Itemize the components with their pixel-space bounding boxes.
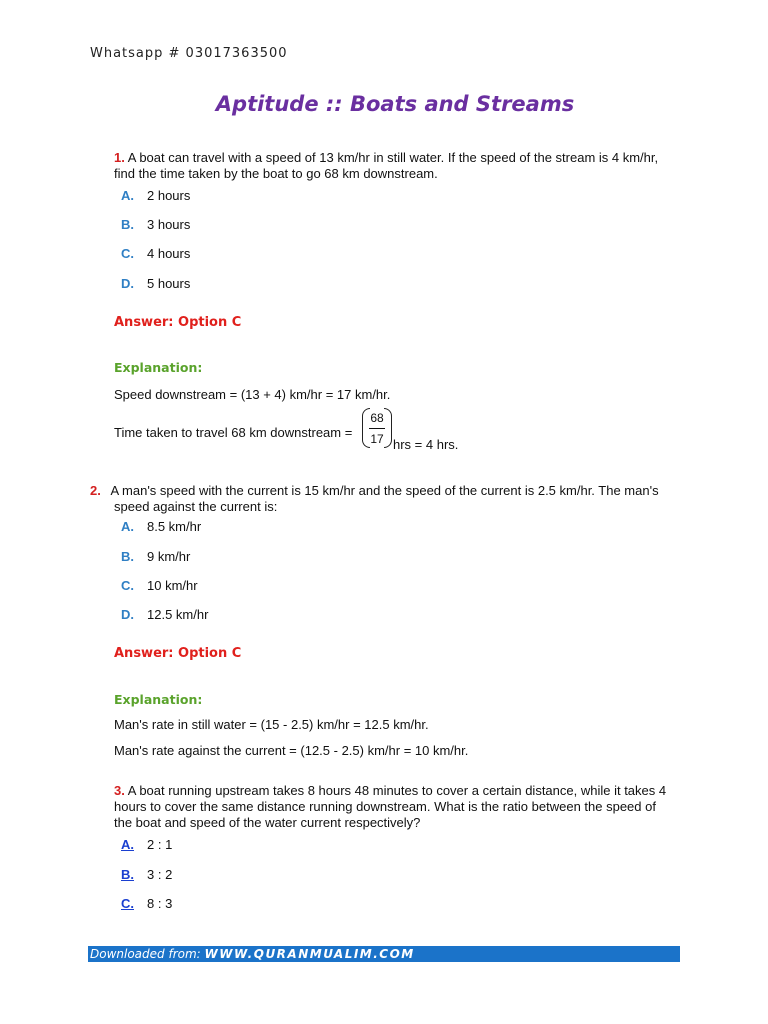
option-c-text: 10 km/hr: [147, 578, 198, 593]
option-a-text: 2 : 1: [147, 837, 173, 852]
option-c-text: 8 : 3: [147, 896, 173, 911]
option-d-text: 12.5 km/hr: [147, 607, 209, 622]
question-text-line: A boat can travel with a speed of 13 km/hr in still water. If the speed of the stream is 4 km/hr,: [127, 150, 659, 165]
option-a-text: 2 hours: [147, 188, 191, 203]
fraction-denominator: 17: [370, 432, 384, 446]
explanation-line-suffix: hrs = 4 hrs.: [393, 437, 459, 452]
footer-prefix: Downloaded from:: [90, 947, 205, 961]
footer-bar: [88, 946, 680, 962]
question-number: 1.: [114, 150, 125, 165]
question-1-text: [114, 150, 684, 182]
option-b-text: 9 km/hr: [147, 549, 191, 564]
option-b-text: 3 : 2: [147, 867, 173, 882]
question-number: 2.: [90, 483, 101, 498]
fraction-bar: [369, 428, 385, 429]
page-title: Aptitude :: Boats and Streams: [215, 92, 575, 116]
explanation-line: Man's rate against the current = (12.5 - 2.5) km/hr = 10 km/hr.: [114, 743, 469, 758]
explanation-heading: Explanation:: [114, 692, 203, 707]
explanation-heading: Explanation:: [114, 360, 203, 375]
option-c-letter[interactable]: C.: [121, 578, 134, 593]
option-c-letter[interactable]: C.: [121, 246, 134, 261]
right-paren: [384, 408, 392, 448]
option-a-text: 8.5 km/hr: [147, 519, 202, 534]
question-text-line: the boat and speed of the water current respectively?: [114, 815, 421, 830]
option-b-letter[interactable]: B.: [121, 549, 134, 564]
option-a-letter[interactable]: A.: [121, 188, 134, 203]
question-text-line: speed against the current is:: [114, 499, 278, 514]
footer-site-link[interactable]: WWW.QURANMUALIM.COM: [204, 947, 415, 961]
option-c-link[interactable]: C.: [121, 896, 134, 911]
option-d-text: 5 hours: [147, 276, 191, 291]
explanation-line: Speed downstream = (13 + 4) km/hr = 17 km/hr.: [114, 387, 391, 402]
answer-label: Answer: Option C: [114, 646, 242, 661]
explanation-line: Man's rate in still water = (15 - 2.5) km/hr = 12.5 km/hr.: [114, 717, 429, 732]
option-a-link[interactable]: A.: [121, 837, 134, 852]
question-text-line: A man's speed with the current is 15 km/hr and the speed of the current is 2.5 km/hr. The man's: [110, 483, 659, 498]
option-b-letter[interactable]: B.: [121, 217, 134, 232]
whatsapp-header: Whatsapp # 03017363500: [90, 46, 288, 61]
question-3-text: [114, 783, 680, 831]
question-number: 3.: [114, 783, 125, 798]
explanation-line-prefix: Time taken to travel 68 km downstream =: [114, 425, 353, 440]
option-d-letter[interactable]: D.: [121, 607, 134, 622]
question-text-line: hours to cover the same distance running downstream. What is the ratio between the speed of: [114, 799, 656, 814]
question-text-line: A boat running upstream takes 8 hours 48 minutes to cover a certain distance, while it takes 4: [127, 783, 667, 798]
fraction: [362, 408, 392, 450]
option-c-text: 4 hours: [147, 246, 191, 261]
option-b-text: 3 hours: [147, 217, 191, 232]
fraction-numerator: 68: [370, 411, 384, 425]
footer-text: [90, 946, 415, 962]
answer-label: Answer: Option C: [114, 315, 242, 330]
question-2-text: [90, 483, 680, 515]
question-text-line: find the time taken by the boat to go 68 km downstream.: [114, 166, 438, 181]
option-b-link[interactable]: B.: [121, 867, 134, 882]
option-a-letter[interactable]: A.: [121, 519, 134, 534]
option-d-letter[interactable]: D.: [121, 276, 134, 291]
